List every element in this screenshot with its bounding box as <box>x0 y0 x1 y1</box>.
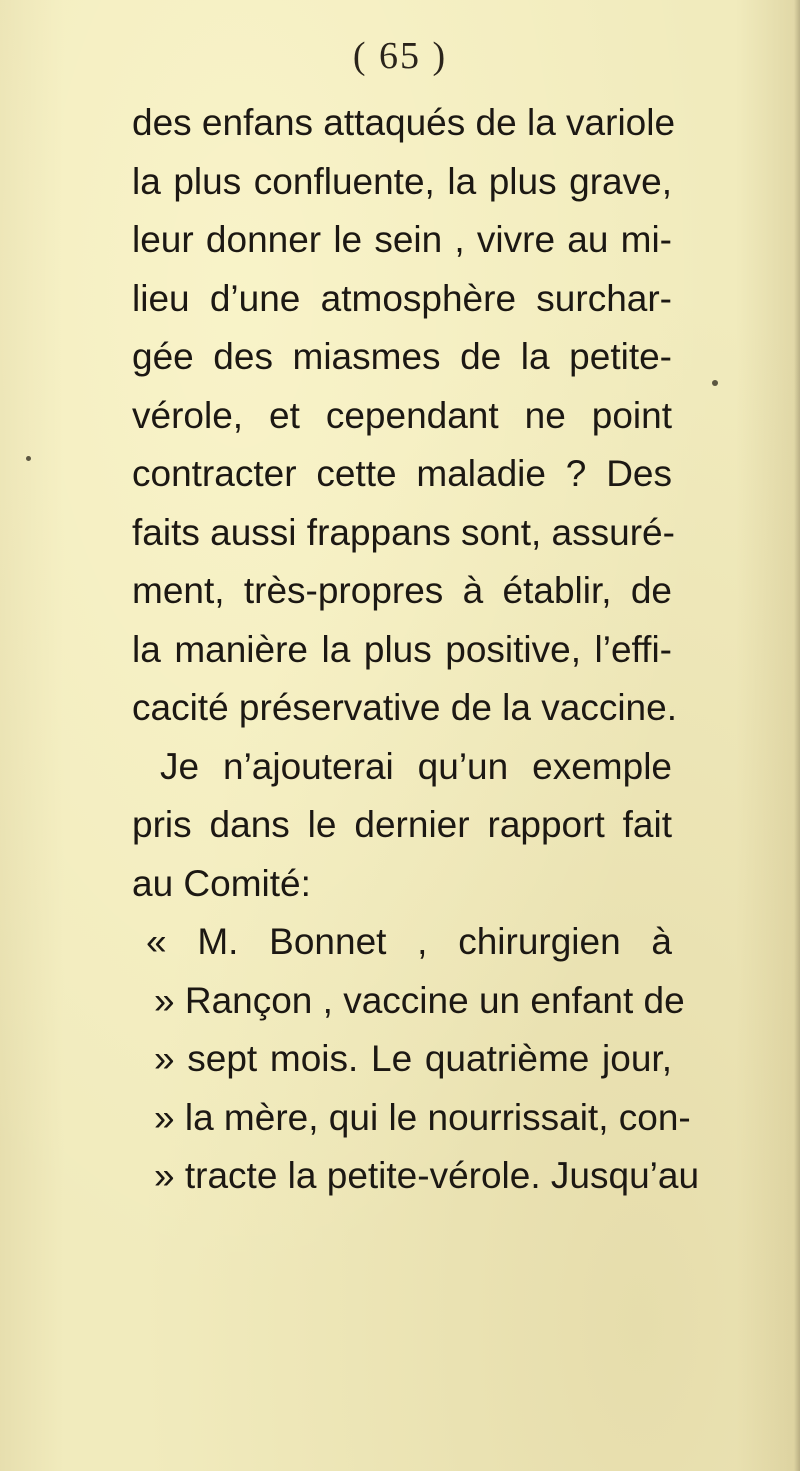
text-line: cacité préservative de la vaccine. <box>132 687 677 728</box>
page-number: ( 65 ) <box>352 35 448 77</box>
text-line: leur donner le sein , vivre au mi- <box>132 219 672 260</box>
page-edge-shadow <box>794 0 800 1471</box>
text-line: Je n’ajouterai qu’un exemple <box>160 745 672 787</box>
text-line: gée des miasmes de la petite- <box>132 336 672 377</box>
text-line: ment, très-propres à établir, de <box>132 570 672 611</box>
text-line: pris dans le dernier rapport fait <box>132 804 672 845</box>
text-line: au Comité: <box>132 862 311 904</box>
quote-line: » sept mois. Le quatrième jour, <box>154 1038 672 1079</box>
body-text <box>132 94 700 1206</box>
text-line: faits aussi frappans sont, assuré- <box>132 511 675 553</box>
quote-line: » Rançon , vaccine un enfant de <box>154 979 685 1021</box>
text-line: vérole, et cependant ne point <box>132 394 672 436</box>
text-line: la manière la plus positive, l’effi- <box>132 628 672 670</box>
quote-line: » la mère, qui le nourrissait, con- <box>154 1096 691 1138</box>
ink-speck <box>712 380 718 386</box>
quote-line: » tracte la petite-vérole. Jusqu’au <box>154 1155 700 1196</box>
quote-line: « M. Bonnet , chirurgien à <box>146 921 672 962</box>
ink-speck <box>26 456 31 461</box>
text-line: des enfans attaqués de la variole <box>132 102 676 143</box>
text-line: la plus confluente, la plus grave, <box>132 160 672 202</box>
text-line: lieu d’une atmosphère surchar- <box>132 277 672 319</box>
text-line: contracter cette maladie ? Des <box>132 453 672 494</box>
